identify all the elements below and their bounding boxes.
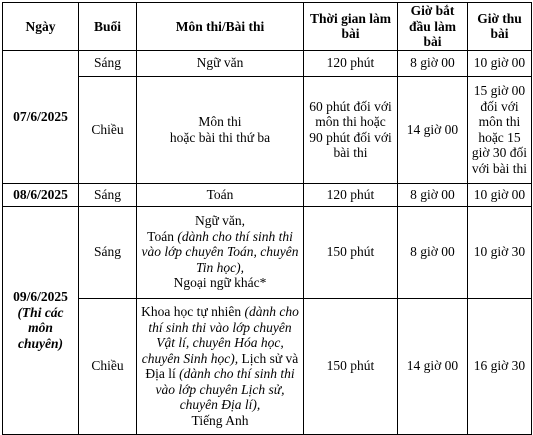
header-day: Ngày xyxy=(3,3,79,51)
exam-schedule-table xyxy=(2,2,532,435)
header-row xyxy=(3,3,532,51)
table-row xyxy=(3,298,532,434)
table-row xyxy=(3,183,532,206)
duration-cell: 120 phút xyxy=(304,50,398,76)
day-note: (Thi các môn chuyên) xyxy=(17,304,64,351)
start-cell: 14 giờ 00 xyxy=(398,298,468,434)
end-cell: 10 giờ 00 xyxy=(468,183,532,206)
duration-cell: 150 phút xyxy=(304,206,398,298)
subject-line: Ngữ văn, xyxy=(194,213,246,229)
session-cell: Sáng xyxy=(79,206,137,298)
subject-cell: Toán xyxy=(137,183,304,206)
subject-note: (dành cho thí sinh thi vào lớp chuyên Toán, chuyên Tin học), xyxy=(141,228,299,275)
start-cell: 8 giờ 00 xyxy=(398,183,468,206)
header-duration: Thời gian làm bài xyxy=(304,3,398,51)
subject-line: Tiếng Anh xyxy=(191,412,249,428)
session-cell: Chiều xyxy=(79,298,137,434)
table-row xyxy=(3,50,532,76)
header-subject: Môn thi/Bài thi xyxy=(137,3,304,51)
subject-cell: Ngữ văn xyxy=(137,50,304,76)
start-cell: 14 giờ 00 xyxy=(398,76,468,183)
end-cell: 10 giờ 30 xyxy=(468,206,532,298)
session-cell: Sáng xyxy=(79,183,137,206)
subject-name: Toán xyxy=(147,228,174,244)
subject-line: hoặc bài thi thứ ba xyxy=(169,129,271,145)
end-cell: 16 giờ 30 xyxy=(468,298,532,434)
session-cell: Sáng xyxy=(79,50,137,76)
subject-cell xyxy=(137,76,304,183)
day-cell-1: 07/6/2025 xyxy=(3,50,79,183)
duration-cell: 60 phút đối với môn thi hoặc 90 phút đối với bài thi xyxy=(304,76,398,183)
subject-name: Khoa học tự nhiên xyxy=(141,304,242,319)
duration-cell: 120 phút xyxy=(304,183,398,206)
start-cell: 8 giờ 00 xyxy=(398,206,468,298)
header-start: Giờ bắt đầu làm bài xyxy=(398,3,468,51)
subject-line: Môn thi xyxy=(198,114,242,129)
header-session: Buổi xyxy=(79,3,137,51)
subject-note: (dành cho thí sinh thi vào lớp chuyên Lịch sử, chuyên Địa lí), xyxy=(155,366,295,412)
day-cell-2: 08/6/2025 xyxy=(3,183,79,206)
duration-cell: 150 phút xyxy=(304,298,398,434)
end-cell: 10 giờ 00 xyxy=(468,50,532,76)
table-row xyxy=(3,206,532,298)
day-date: 09/6/2025 xyxy=(13,289,68,304)
session-cell: Chiều xyxy=(79,76,137,183)
day-cell-3 xyxy=(3,206,79,434)
subject-name: Lịch sử và Địa lí xyxy=(145,350,299,381)
subject-cell xyxy=(137,206,304,298)
subject-note: (dành cho thí sinh thi vào lớp chuyên Vật lí, chuyên Hóa học, chuyên Sinh học), xyxy=(141,304,299,366)
subject-cell xyxy=(137,298,304,434)
subject-line: Ngoại ngữ khác* xyxy=(173,275,267,291)
table-row xyxy=(3,76,532,183)
start-cell: 8 giờ 00 xyxy=(398,50,468,76)
header-end: Giờ thu bài xyxy=(468,3,532,51)
end-cell: 15 giờ 00 đối với môn thi hoặc 15 giờ 30 đối với bài thi xyxy=(468,76,532,183)
